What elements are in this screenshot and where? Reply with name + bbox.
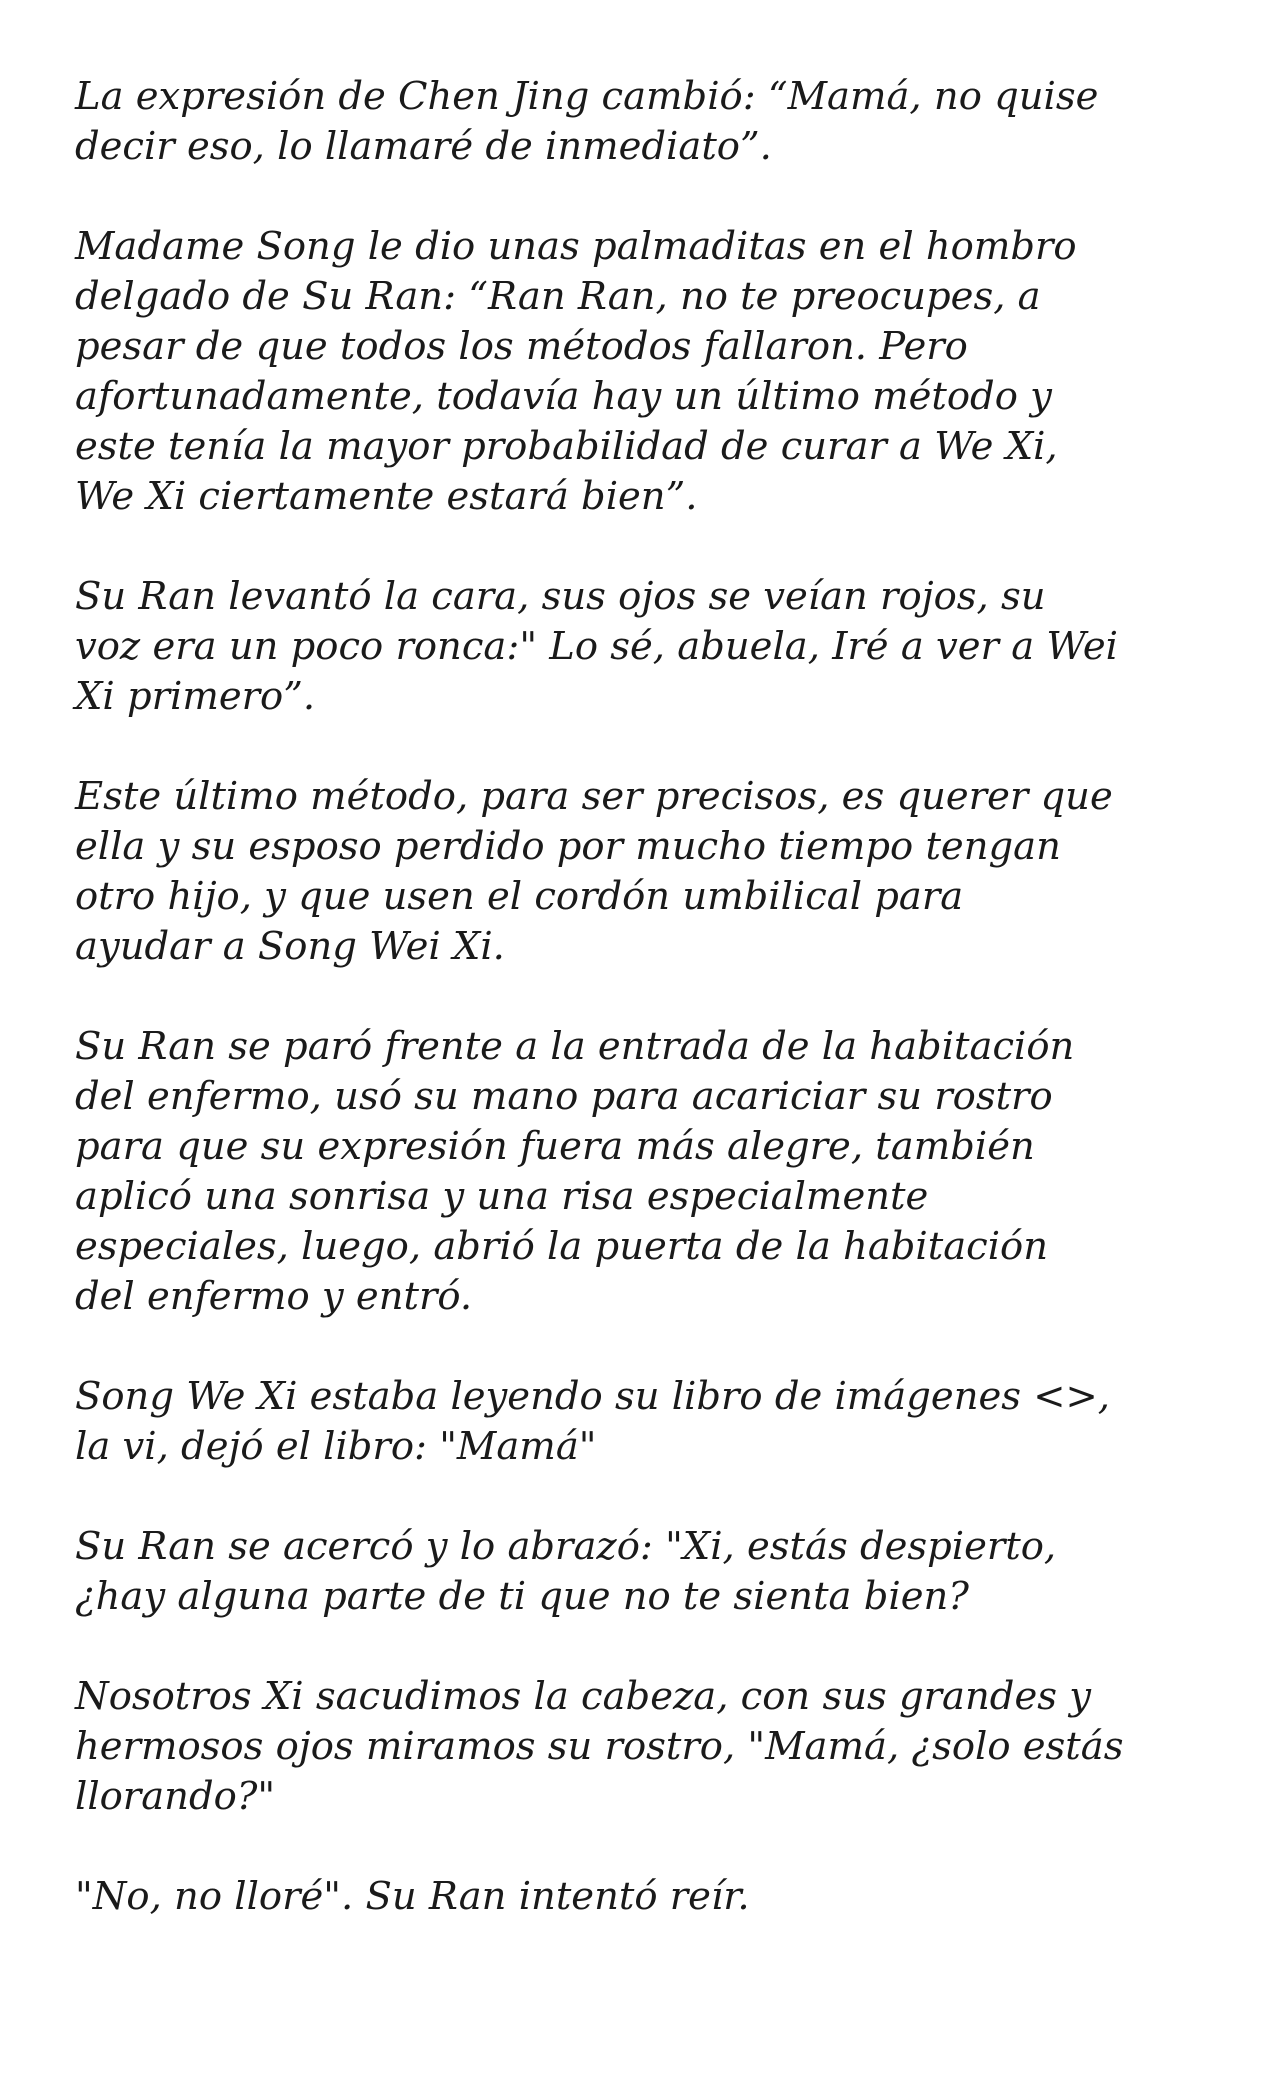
paragraph-9 <box>75 1872 1215 1922</box>
document-page <box>75 72 1215 1972</box>
text-line: decir eso, lo llamaré de inmediato”. <box>75 124 772 169</box>
text-line: especiales, luego, abrió la puerta de la habitación <box>75 1224 1049 1269</box>
paragraph-7 <box>75 1522 1215 1622</box>
text-line: We Xi ciertamente estará bien”. <box>75 474 698 519</box>
text-line: voz era un poco ronca:" Lo sé, abuela, Iré a ver a Wei <box>75 624 1118 669</box>
paragraph-1 <box>75 72 1215 172</box>
text-line: Su Ran se acercó y lo abrazó: "Xi, estás despierto, <box>75 1524 1057 1569</box>
paragraph-5 <box>75 1022 1215 1322</box>
text-line: este tenía la mayor probabilidad de curar a We Xi, <box>75 424 1058 469</box>
text-line: ayudar a Song Wei Xi. <box>75 924 505 969</box>
text-line: otro hijo, y que usen el cordón umbilical para <box>75 874 964 919</box>
text-line: La expresión de Chen Jing cambió: “Mamá, no quise <box>75 74 1099 119</box>
text-line: Su Ran levantó la cara, sus ojos se veían rojos, su <box>75 574 1046 619</box>
text-line: llorando?" <box>75 1774 276 1819</box>
text-line: Su Ran se paró frente a la entrada de la habitación <box>75 1024 1075 1069</box>
text-line: hermosos ojos miramos su rostro, "Mamá, ¿solo estás <box>75 1724 1124 1769</box>
text-line: Este último método, para ser precisos, es querer que <box>75 774 1113 819</box>
text-line: delgado de Su Ran: “Ran Ran, no te preocupes, a <box>75 274 1041 319</box>
text-line: Song We Xi estaba leyendo su libro de imágenes <>, <box>75 1374 1111 1419</box>
paragraph-6 <box>75 1372 1215 1472</box>
text-line: Nosotros Xi sacudimos la cabeza, con sus grandes y <box>75 1674 1091 1719</box>
text-line: del enfermo y entró. <box>75 1274 473 1319</box>
text-line: afortunadamente, todavía hay un último método y <box>75 374 1052 419</box>
paragraph-4 <box>75 772 1215 972</box>
text-line: pesar de que todos los métodos fallaron. Pero <box>75 324 968 369</box>
text-line: Madame Song le dio unas palmaditas en el hombro <box>75 224 1077 269</box>
paragraph-3 <box>75 572 1215 722</box>
text-line: ella y su esposo perdido por mucho tiempo tengan <box>75 824 1061 869</box>
text-line: la vi, dejó el libro: "Mamá" <box>75 1424 597 1469</box>
text-line: aplicó una sonrisa y una risa especialmente <box>75 1174 929 1219</box>
text-line: Xi primero”. <box>75 674 316 719</box>
paragraph-2 <box>75 222 1215 522</box>
paragraph-8 <box>75 1672 1215 1822</box>
text-line: "No, no lloré". Su Ran intentó reír. <box>75 1874 750 1919</box>
text-line: del enfermo, usó su mano para acariciar su rostro <box>75 1074 1053 1119</box>
text-line: ¿hay alguna parte de ti que no te sienta bien? <box>75 1574 969 1619</box>
text-line: para que su expresión fuera más alegre, también <box>75 1124 1035 1169</box>
